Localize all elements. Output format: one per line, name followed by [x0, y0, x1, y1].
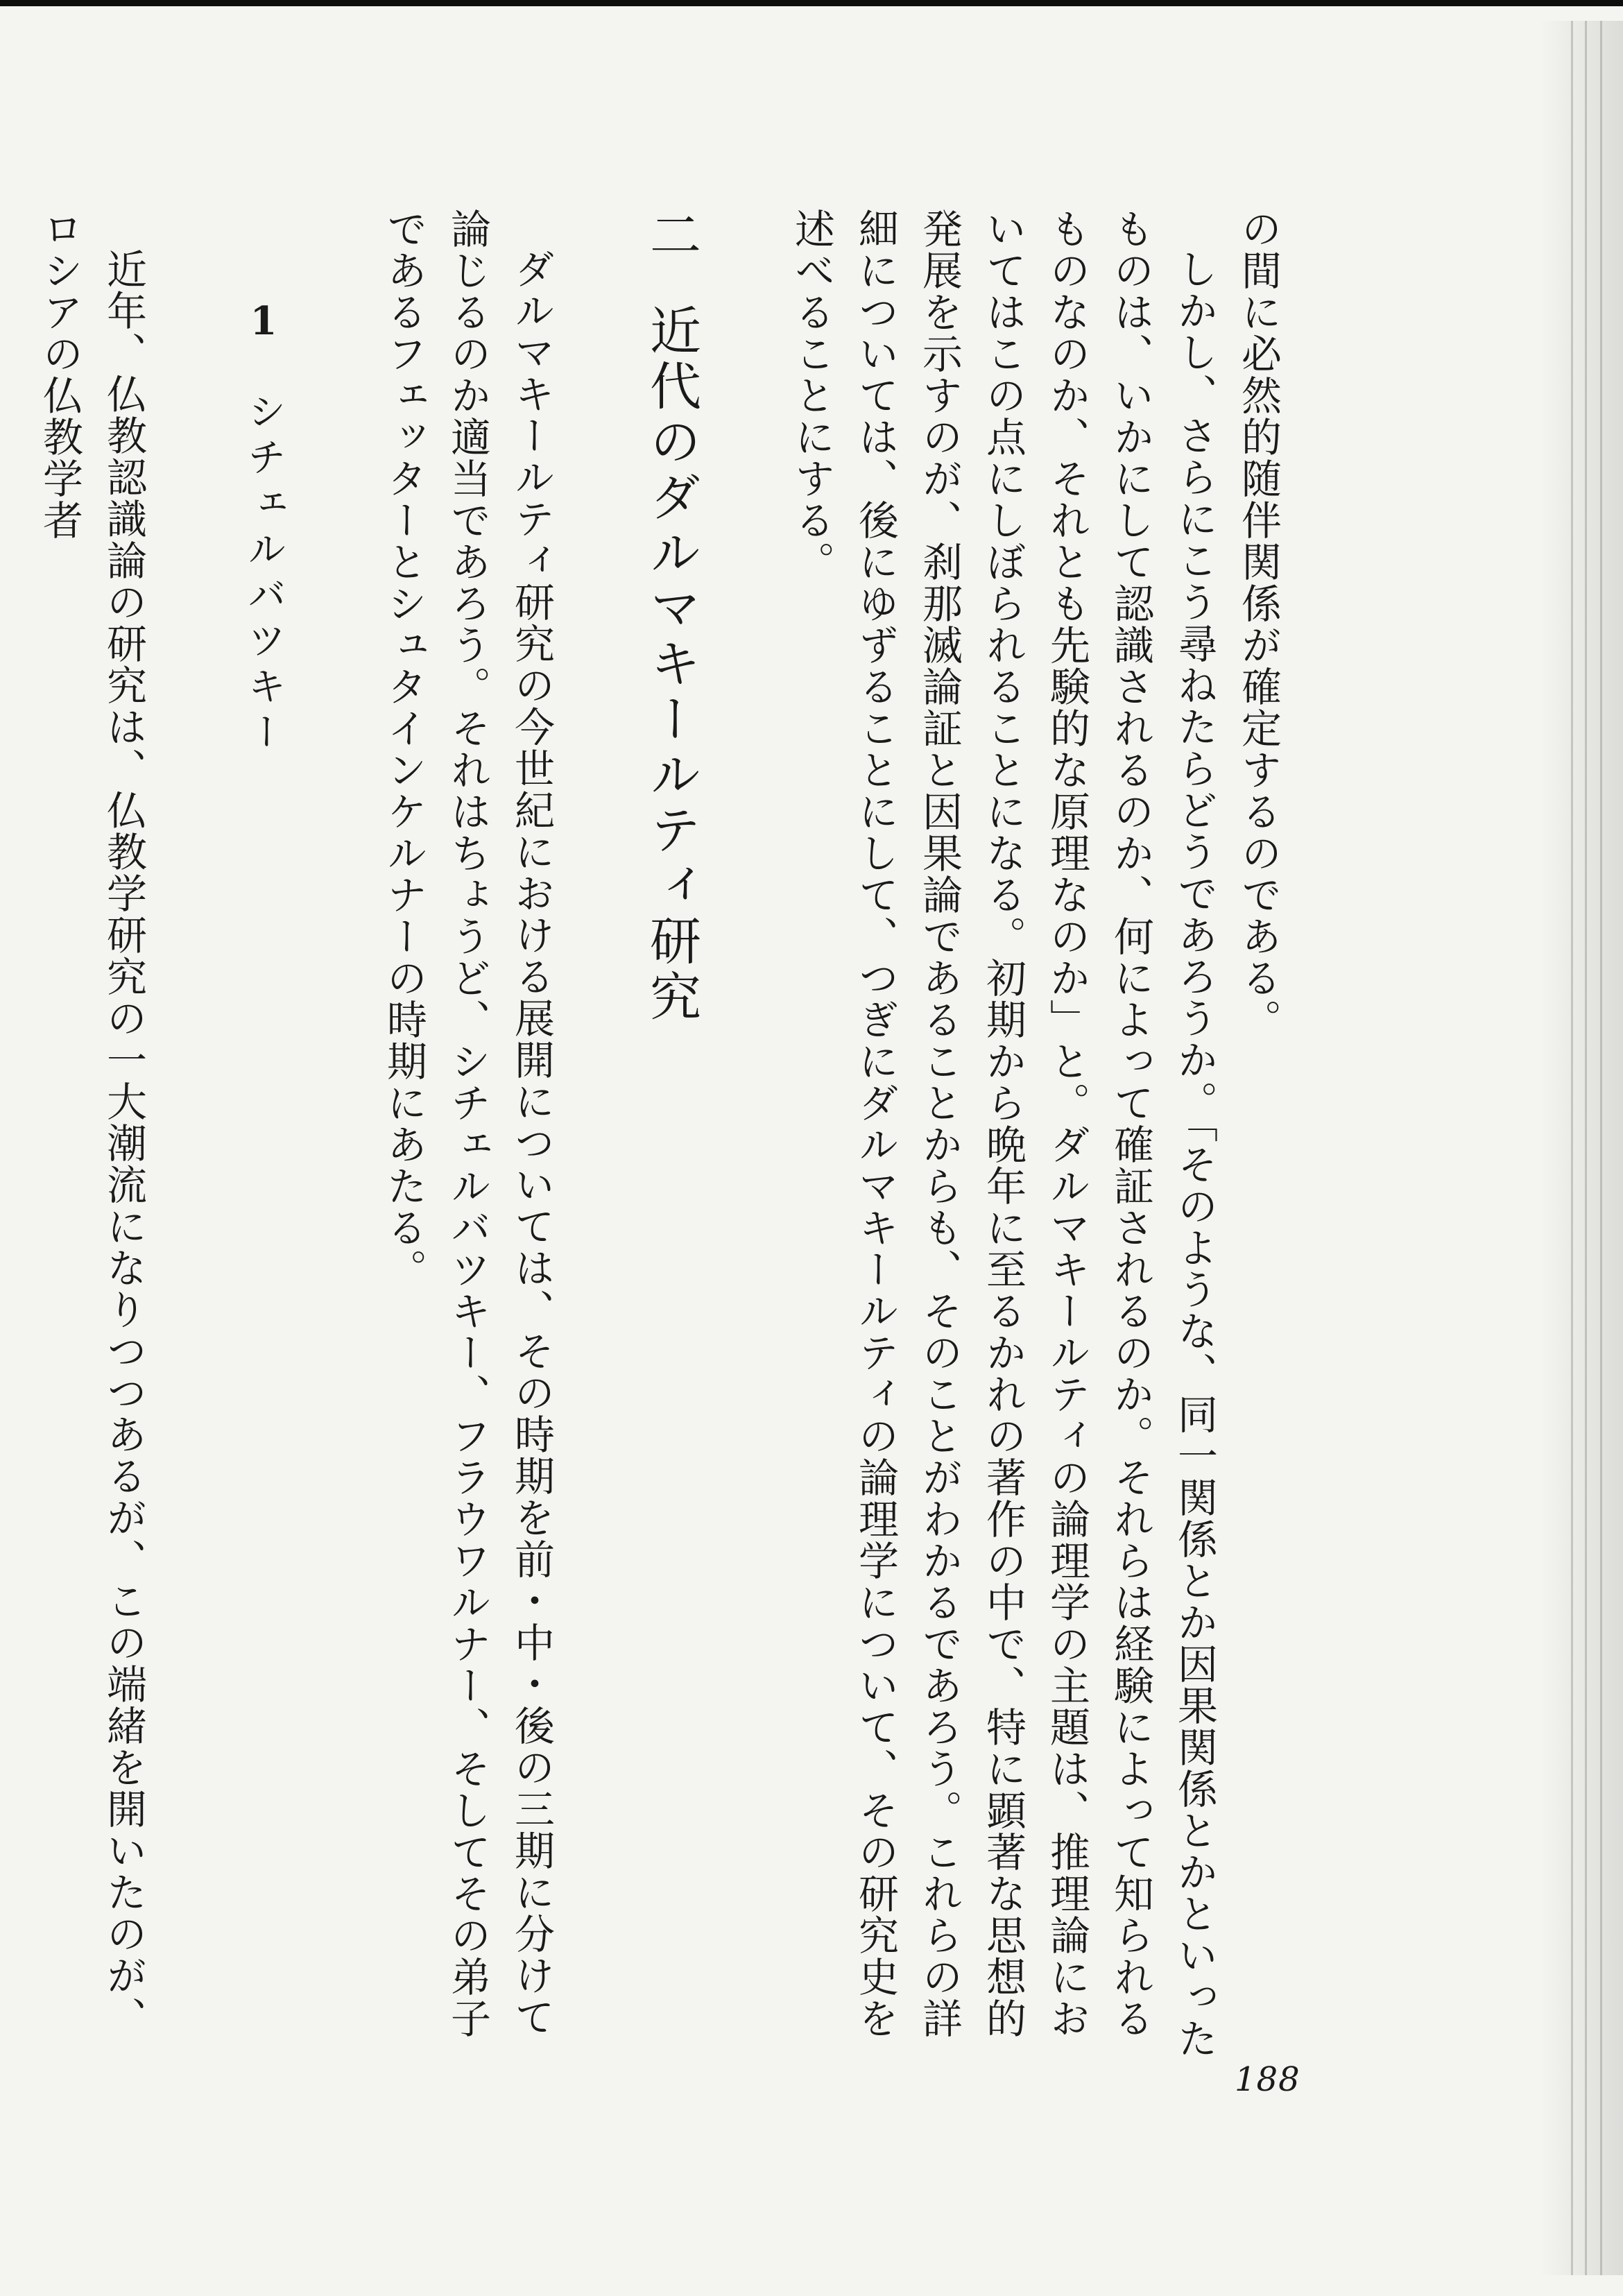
paragraph: しかし、さらにこう尋ねたらどうであろうか。「そのような、同一関係とか因果関係とかといったものは、いかにして認識されるのか、何によって確証されるのか。それらは経験によって知られるものなのか、それとも先験的な原理なのか」と。ダルマキールティの論理学の主題は、推理論においてはこの点にしぼられることになる。初期から晩年に至るかれの著作の中で、特に顕著な思想的発展を示すのが、刹那滅論証と因果論であることからも、そのことがわかるであろう。これらの詳細については、後にゆずることにして、つぎにダルマキールティの論理学について、その研究史を述べることにする。: [788, 208, 1218, 2059]
subsection-title: シチェルバツキー: [241, 391, 286, 757]
page-edge-line: [1600, 21, 1602, 2275]
paragraph-continued: の間に必然的随伴関係が確定するのである。: [1235, 208, 1282, 1040]
paragraph: ダルマキールティ研究の今世紀における展開については、その時期を前・中・後の三期に分けて論じるのか適当であろう。それはちょうど、シチェルバツキー、フラウワルナー、そしてその弟子であるフェッターとシュタインケルナーの時期にあたる。: [380, 208, 555, 2039]
subsection-number: 1: [241, 298, 286, 351]
paragraph: 近年、仏教認識論の研究は、仏教学研究の一大潮流になりつつあるが、この端緒を開いたのが、ロシアの仏教学者: [36, 208, 147, 2038]
vertical-body-text: [36, 208, 1290, 2067]
top-edge-rule: [0, 0, 1623, 6]
page-number: 188: [1235, 2060, 1300, 2099]
page-edge-line: [1585, 21, 1587, 2275]
page-edge-line: [1571, 21, 1573, 2275]
section-title: 近代のダルマキールティ研究: [642, 304, 701, 1025]
section-heading: [639, 208, 703, 2067]
book-gutter-shade: [1540, 21, 1623, 2275]
subsection-heading: [232, 208, 295, 2067]
section-number: 二: [642, 208, 701, 264]
